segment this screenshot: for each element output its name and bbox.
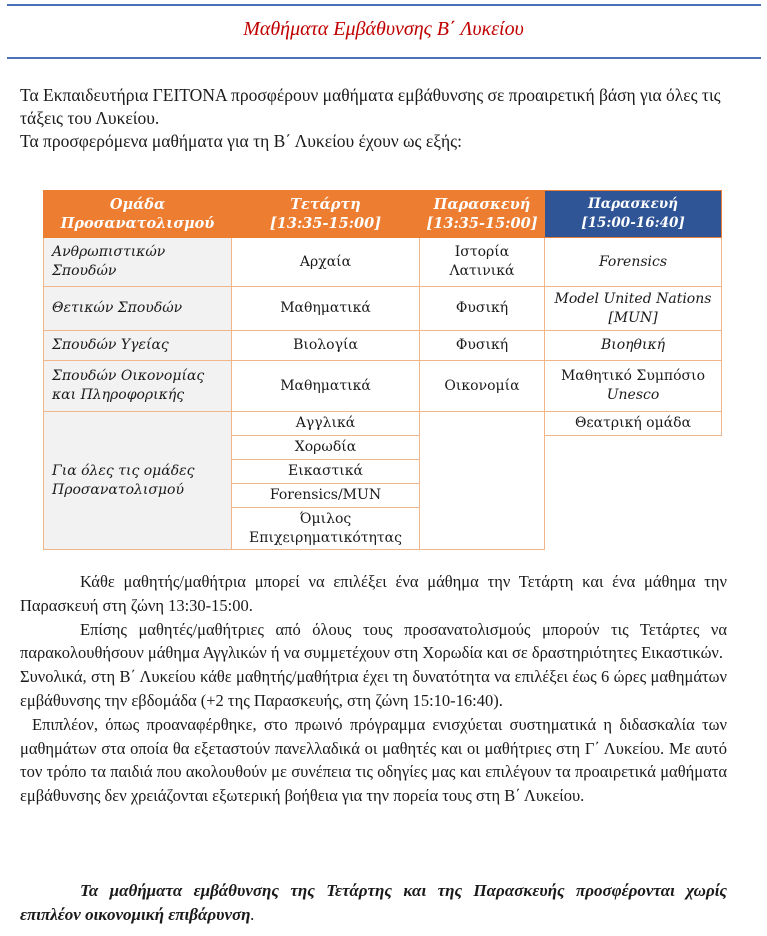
cell-text: Model United Nations (554, 290, 712, 307)
wednesday-cell: Μαθηματικά (232, 361, 420, 412)
intro-line-2: Τα προσφερόμενα μαθήματα για τη Β΄ Λυκείου έχουν ως εξής: (20, 131, 462, 151)
body-text (20, 570, 727, 808)
paragraph-3: Συνολικά, στη Β΄ Λυκείου κάθε μαθητής/μαθήτρια έχει τη δυνατότητα να επιλέξει έως 6 ώρες μαθημάτων εμβάθυνσης την εβδομάδα (+2 της Παρασκευής, στη ζώνη 15:10-16:40). (20, 667, 727, 710)
header-text: Τετάρτη (290, 196, 361, 213)
group-cell: Ανθρωπιστικών Σπουδών (44, 238, 232, 287)
friday-late-cell (545, 361, 722, 412)
header-text: [13:35-15:00] (269, 215, 382, 232)
paragraph-4: Επιπλέον, όπως προαναφέρθηκε, στο πρωινό πρόγραμμα ενισχύεται συστηματικά η διδασκαλία των μαθημάτων στα οποία θα εξεταστούν πανελλαδικά οι μαθητές και οι μαθήτριες στη Γ΄ Λυκείου. Με αυτό τον τρόπο τα παιδιά που ακολουθούν με συνέπεια τις οδηγίες μας και επιλέγουν τα προαιρετικά μαθήματα εμβάθυνσης δεν χρειάζονται εξωτερική βοήθεια για την πορεία τους στη Β΄ Λυκείου. (20, 714, 727, 806)
closing-note (20, 879, 727, 927)
friday-late-cell: Θεατρική ομάδα (545, 412, 722, 436)
cell-text: Μαθητικό Συμπόσιο (560, 368, 706, 384)
header-friday-early (420, 191, 545, 238)
group-cell-all (44, 412, 232, 550)
friday-late-cell (545, 287, 722, 331)
friday-early-cell (420, 238, 545, 287)
cell-text: Λατινικά (449, 263, 515, 279)
cell-text: Για όλες τις ομάδες (52, 462, 195, 479)
wednesday-cell: Forensics/MUN (232, 484, 420, 508)
cell-text: Προσανατολισμού (52, 481, 184, 498)
table-row (44, 287, 722, 331)
group-cell: Θετικών Σπουδών (44, 287, 232, 331)
friday-early-cell: Οικονομία (420, 361, 545, 412)
group-cell (44, 361, 232, 412)
table-row (44, 412, 722, 436)
header-wednesday (232, 191, 420, 238)
wednesday-cell: Μαθηματικά (232, 287, 420, 331)
table-row (44, 331, 722, 361)
cell-text: Unesco (606, 387, 660, 403)
page-title: Μαθήματα Εμβάθυνσης Β΄ Λυκείου (243, 18, 524, 40)
header-text: Ομάδα (109, 196, 166, 213)
header-text: Παρασκευή (433, 196, 531, 213)
cell-text: [MUN] (608, 309, 658, 326)
table-row (44, 361, 722, 412)
header-text: Προσανατολισμού (60, 215, 215, 232)
paragraph-1: Κάθε μαθητής/μαθήτρια μπορεί να επιλέξει ένα μάθημα την Τετάρτη και ένα μάθημα την Παρασκευή στη ζώνη 13:30-15:00. (20, 572, 727, 615)
wednesday-cell: Αγγλικά (232, 412, 420, 436)
cell-text: Ιστορία (454, 244, 510, 260)
paragraph-2: Επίσης μαθητές/μαθήτριες από όλους τους προσανατολισμούς μπορούν τις Τετάρτες να παρακολουθήσουν μάθημα Αγγλικών ή να συμμετέχουν στη Χορωδία και σε δραστηριότητες Εικαστικών. (20, 619, 727, 663)
group-cell: Σπουδών Υγείας (44, 331, 232, 361)
cell-text: Επιχειρηματικότητας (249, 529, 402, 546)
header-text: [15:00-16:40] (581, 215, 685, 231)
cell-text: Σπουδών Οικονομίας (52, 368, 205, 384)
schedule-table (43, 190, 722, 550)
header-friday-late (545, 191, 722, 238)
wednesday-cell: Αρχαία (232, 238, 420, 287)
cell-text: και Πληροφορικής (52, 387, 185, 403)
header-group (44, 191, 232, 238)
table-header-row (44, 191, 722, 238)
friday-early-empty (420, 412, 545, 550)
friday-late-cell: Βιοηθική (545, 331, 722, 361)
table-row (44, 238, 722, 287)
wednesday-cell: Βιολογία (232, 331, 420, 361)
title-bottom-rule (7, 57, 761, 59)
closing-note-bold: Τα μαθήματα εμβάθυνσης της Τετάρτης και της Παρασκευής προσφέρονται χωρίς επιπλέον οικονομική επιβάρυνση (20, 881, 727, 924)
friday-late-empty (545, 436, 722, 550)
intro (20, 84, 750, 153)
intro-line-1: Τα Εκπαιδευτήρια ΓΕΙΤΟΝΑ προσφέρουν μαθήματα εμβάθυνσης σε προαιρετική βάση για όλες τις τάξεις του Λυκείου. (20, 85, 721, 128)
friday-late-cell: Forensics (545, 238, 722, 287)
top-rule (7, 4, 761, 6)
header-text: Παρασκευή (588, 196, 678, 212)
wednesday-cell: Εικαστικά (232, 460, 420, 484)
header-text: [13:35-15:00] (426, 215, 538, 232)
friday-early-cell: Φυσική (420, 331, 545, 361)
wednesday-cell (232, 508, 420, 550)
friday-early-cell: Φυσική (420, 287, 545, 331)
closing-note-tail: . (250, 905, 255, 924)
wednesday-cell: Χορωδία (232, 436, 420, 460)
cell-text: Όμιλος (299, 510, 352, 527)
